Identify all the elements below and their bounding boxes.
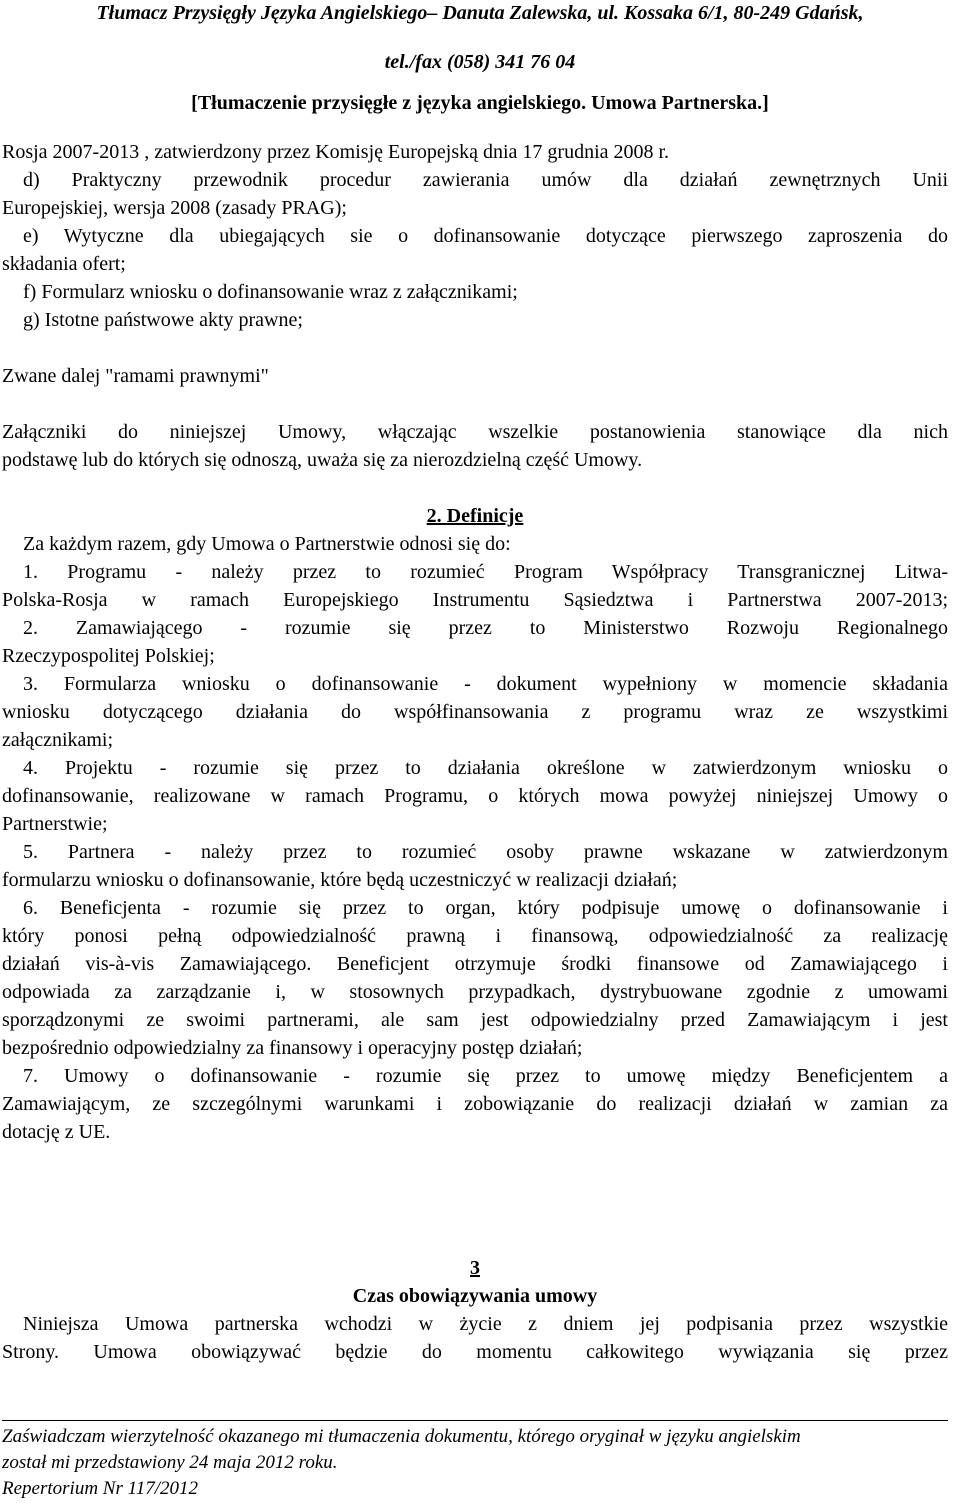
list-item-g: g) Istotne państwowe akty prawne; [23, 309, 303, 331]
list-item-f: f) Formularz wniosku o dofinansowanie wraz z załącznikami; [23, 281, 518, 303]
footer-repertorium: Repertorium Nr 117/2012 [2, 1478, 198, 1499]
definition-5-line2: formularzu wniosku o dofinansowanie, które będą uczestniczyć w realizacji działań; [2, 869, 678, 891]
section-3-paragraph-line2: Strony. Umowa obowiązywać będzie do momentu całkowitego wywiązania się przez [2, 1341, 948, 1363]
definition-2-line1: 2. Zamawiającego - rozumie się przez to Ministerstwo Rozwoju Regionalnego [23, 617, 948, 639]
section-2-title [2, 502, 948, 530]
definition-4-line1: 4. Projektu - rozumie się przez to działania określone w zatwierdzonym wniosku o [23, 757, 948, 779]
definition-7-line3: dotację z UE. [2, 1121, 111, 1143]
section-3-number [2, 1254, 948, 1282]
paragraph-zalaczniki-line2: podstawę lub do których się odnoszą, uważa się za nierozdzielną część Umowy. [2, 449, 643, 471]
header-phone-line: tel./fax (058) 341 76 04 [384, 51, 576, 73]
definition-6-line3: działań vis-à-vis Zamawiającego. Beneficjent otrzymuje środki finansowe od Zamawiającego i [2, 953, 948, 975]
section-3-paragraph-line1: Niniejsza Umowa partnerska wchodzi w życie z dniem jej podpisania przez wszystkie [23, 1313, 948, 1335]
header-translator-line: Tłumacz Przysięgły Języka Angielskiego– Danuta Zalewska, ul. Kossaka 6/1, 80-249 Gdańsk, [96, 2, 864, 24]
footer-divider [2, 1420, 948, 1421]
definition-6-line2: który ponosi pełną odpowiedzialność prawną i finansową, odpowiedzialność za realizację [2, 925, 948, 947]
section-3-title: Czas obowiązywania umowy [352, 1285, 598, 1307]
paragraph-rosja: Rosja 2007-2013 , zatwierdzony przez Komisję Europejską dnia 17 grudnia 2008 r. [2, 141, 670, 163]
definition-6-line4: odpowiada za zarządzanie i, w stosownych przypadkach, dystrybuowane zgodnie z umowami [2, 981, 948, 1003]
header-document-type: [Tłumaczenie przysięgłe z języka angielskiego. Umowa Partnerska.] [191, 92, 769, 114]
definition-3-line2: wniosku dotyczącego działania do współfinansowania z programu wraz ze wszystkimi [2, 701, 948, 723]
definition-1-line1: 1. Programu - należy przez to rozumieć Program Współpracy Transgranicznej Litwa- [23, 561, 948, 583]
definition-7-line2: Zamawiającym, ze szczególnymi warunkami i zobowiązanie do realizacji działań w zamian za [2, 1093, 948, 1115]
definition-4-line3: Partnerstwie; [2, 813, 108, 835]
paragraph-zwane: Zwane dalej "ramami prawnymi" [2, 365, 269, 387]
list-item-e-line2: składania ofert; [2, 253, 126, 275]
list-item-e-line1: e) Wytyczne dla ubiegających sie o dofinansowanie dotyczące pierwszego zaproszenia do [23, 225, 948, 247]
list-item-d-line2: Europejskiej, wersja 2008 (zasady PRAG); [2, 197, 347, 219]
definition-6-line1: 6. Beneficjenta - rozumie się przez to organ, który podpisuje umowę o dofinansowanie i [23, 897, 948, 919]
definition-5-line1: 5. Partnera - należy przez to rozumieć osoby prawne wskazane w zatwierdzonym [23, 841, 948, 863]
definition-3-line3: załącznikami; [2, 729, 114, 751]
definition-1-line2: Polska-Rosja w ramach Europejskiego Instrumentu Sąsiedztwa i Partnerstwa 2007-2013; [2, 589, 948, 611]
definition-7-line1: 7. Umowy o dofinansowanie - rozumie się przez to umowę między Beneficjentem a [23, 1065, 948, 1087]
footer-certification-line1: Zaświadczam wierzytelność okazanego mi tłumaczenia dokumentu, którego oryginał w języku angielskim [2, 1426, 801, 1447]
definition-2-line2: Rzeczypospolitej Polskiej; [2, 645, 215, 667]
definition-4-line2: dofinansowanie, realizowane w ramach Programu, o których mowa powyżej niniejszej Umowy o [2, 785, 948, 807]
section-2-title-text: 2. Definicje [426, 505, 524, 527]
definition-6-line6: bezpośrednio odpowiedzialny za finansowy i operacyjny postęp działań; [2, 1037, 583, 1059]
section-3-number-text: 3 [470, 1257, 480, 1279]
section-2-intro: Za każdym razem, gdy Umowa o Partnerstwie odnosi się do: [23, 533, 511, 555]
paragraph-zalaczniki-line1: Załączniki do niniejszej Umowy, włączając wszelkie postanowienia stanowiące dla nich [2, 421, 948, 443]
footer-certification-line2: został mi przedstawiony 24 maja 2012 roku. [2, 1452, 338, 1473]
definition-3-line1: 3. Formularza wniosku o dofinansowanie - dokument wypełniony w momencie składania [23, 673, 948, 695]
definition-6-line5: sporządzonymi ze swoimi partnerami, ale sam jest odpowiedzialny przed Zamawiającym i jest [2, 1009, 948, 1031]
list-item-d-line1: d) Praktyczny przewodnik procedur zawierania umów dla działań zewnętrznych Unii [23, 169, 948, 191]
